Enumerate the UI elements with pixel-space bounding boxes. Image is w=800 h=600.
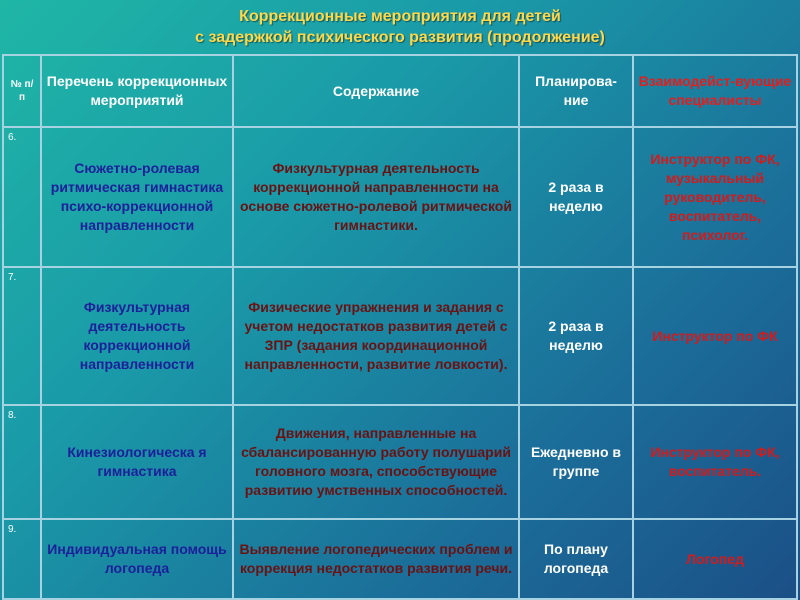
- row-plan: По плану логопеда: [519, 519, 633, 599]
- row-content: Выявление логопедических проблем и коррекция недостатков развития речи.: [233, 519, 519, 599]
- row-name: Индивидуальная помощь логопеда: [41, 519, 233, 599]
- table-header-row: [3, 55, 797, 127]
- page-title: [0, 6, 800, 48]
- header-plan: Планирова-ние: [519, 55, 633, 127]
- table-row: [3, 267, 797, 405]
- title-line-1: Коррекционные мероприятия для детей: [239, 8, 561, 25]
- table-row: [3, 519, 797, 599]
- header-name: Перечень коррекционных мероприятий: [41, 55, 233, 127]
- row-content: Движения, направленные на сбалансированную работу полушарий головного мозга, способствующие развитию умственных способностей.: [233, 405, 519, 519]
- row-specialists: Инструктор по ФК, музыкальный руководитель, воспитатель, психолог.: [633, 127, 797, 267]
- header-content: Содержание: [233, 55, 519, 127]
- row-content: Физические упражнения и задания с учетом недостатков развития детей с ЗПР (задания координационной направленности, развитие ловкости).: [233, 267, 519, 405]
- row-num: 9.: [3, 519, 41, 599]
- table-row: [3, 127, 797, 267]
- row-plan: 2 раза в неделю: [519, 267, 633, 405]
- header-specialists: Взаимодейст-вующие специалисты: [633, 55, 797, 127]
- corrective-measures-table: [2, 54, 798, 600]
- row-specialists: Логопед: [633, 519, 797, 599]
- row-num: 6.: [3, 127, 41, 267]
- row-content: Физкультурная деятельность коррекционной направленности на основе сюжетно-ролевой ритмической гимнастики.: [233, 127, 519, 267]
- row-name: Сюжетно-ролевая ритмическая гимнастика психо-коррекционной направленности: [41, 127, 233, 267]
- row-specialists: Инструктор по ФК, воспитатель.: [633, 405, 797, 519]
- row-plan: Ежедневно в группе: [519, 405, 633, 519]
- row-name: Физкультурная деятельность коррекционной направленности: [41, 267, 233, 405]
- title-line-2: с задержкой психического развития (продолжение): [195, 29, 605, 46]
- row-specialists: Инструктор по ФК: [633, 267, 797, 405]
- table-row: [3, 405, 797, 519]
- header-num: № п/п: [3, 55, 41, 127]
- row-num: 8.: [3, 405, 41, 519]
- row-name: Кинезиологическа я гимнастика: [41, 405, 233, 519]
- row-num: 7.: [3, 267, 41, 405]
- row-plan: 2 раза в неделю: [519, 127, 633, 267]
